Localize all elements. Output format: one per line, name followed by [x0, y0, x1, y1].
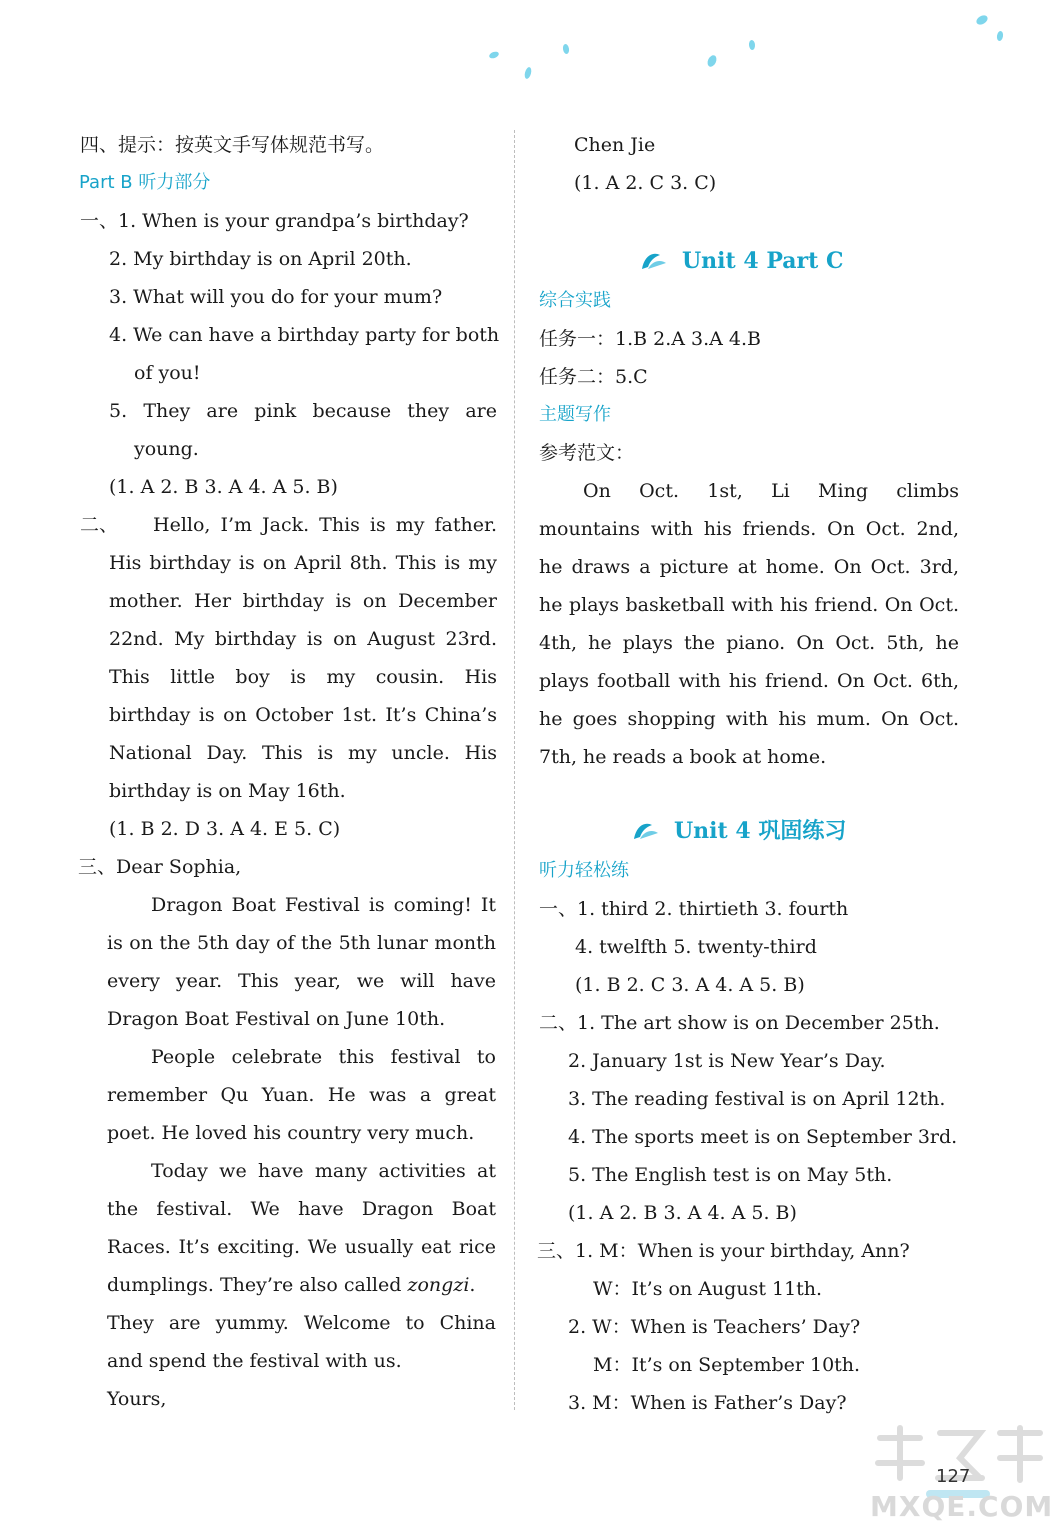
- letter-line: and spend the festival with us.: [107, 1350, 402, 1372]
- review-q2-item3: 3. The reading festival is on April 12th.: [568, 1088, 946, 1110]
- sample-essay-label: 参考范文：: [539, 442, 635, 464]
- review-q2-item2: 2. January 1st is New Year’s Day.: [568, 1050, 886, 1072]
- q1-item1: 一、1. When is your grandpa’s birthday?: [80, 210, 469, 232]
- review-q2-item4: 4. The sports meet is on September 3rd.: [568, 1126, 958, 1148]
- q3-letter-greeting: 三、Dear Sophia,: [78, 856, 242, 878]
- q2-answers: (1. B 2. D 3. A 4. E 5. C): [109, 818, 341, 840]
- unit-4-review-heading: [632, 816, 846, 846]
- unit-title-text: Unit 4 Part C: [682, 248, 844, 274]
- section-comprehensive-practice: 综合实践: [539, 290, 611, 311]
- letter-closing: Yours,: [107, 1388, 167, 1410]
- review-q1-words: 一、1. third 2. thirtieth 3. fourth: [539, 898, 849, 920]
- review-q2-item1: 二、1. The art show is on December 25th.: [539, 1012, 940, 1034]
- letter-line: the festival. We have Dragon Boat: [107, 1198, 496, 1220]
- essay-line: he plays basketball with his friend. On Oct.: [539, 594, 959, 616]
- essay-line: 7th, he reads a book at home.: [539, 746, 827, 768]
- letter-line: every year. This year, we will have: [107, 970, 496, 992]
- q1-item2: 2. My birthday is on April 20th.: [109, 248, 412, 270]
- review-q3-dialog-line: M：It’s on September 10th.: [593, 1354, 861, 1376]
- letter-line: [107, 1272, 475, 1298]
- letter-text: dumplings. They’re also called: [107, 1274, 408, 1296]
- unit-4-part-c-heading: [640, 246, 843, 276]
- q1-answers: (1. A 2. B 3. A 4. A 5. B): [109, 476, 338, 498]
- section-listening-practice: 听力轻松练: [539, 860, 629, 881]
- review-q1-answers: (1. B 2. C 3. A 4. A 5. B): [575, 974, 805, 996]
- letter-line: Today we have many activities at: [151, 1160, 496, 1182]
- review-q2-answers: (1. A 2. B 3. A 4. A 5. B): [568, 1202, 797, 1224]
- unit-title-text: Unit 4 巩固练习: [674, 818, 847, 844]
- section-topic-writing: 主题写作: [539, 404, 611, 425]
- q1-item3: 3. What will you do for your mum?: [109, 286, 443, 308]
- leaf-decoration: [0, 0, 1053, 110]
- review-q3-dialog-line: 三、1. M：When is your birthday, Ann?: [537, 1240, 910, 1262]
- q2-passage-line: His birthday is on April 8th. This is my: [109, 552, 497, 574]
- q2-passage-line: Hello, I’m Jack. This is my father.: [153, 514, 497, 536]
- letter-signature: Chen Jie: [574, 134, 656, 156]
- essay-line: On Oct. 1st, Li Ming climbs: [583, 480, 959, 502]
- review-q3-dialog-line: W：It’s on August 11th.: [593, 1278, 823, 1300]
- essay-line: plays football with his friend. On Oct. 6th,: [539, 670, 959, 692]
- watermark-text: MXQE.COM: [870, 1490, 1053, 1523]
- leaf-icon: [632, 819, 660, 841]
- q3-answers: (1. A 2. C 3. C): [574, 172, 717, 194]
- q2-passage-line: mother. Her birthday is on December: [109, 590, 497, 612]
- letter-line: They are yummy. Welcome to China: [107, 1312, 496, 1334]
- q2-passage-line: birthday is on May 16th.: [109, 780, 346, 802]
- letter-line: remember Qu Yuan. He was a great: [107, 1084, 496, 1106]
- review-q2-item5: 5. The English test is on May 5th.: [568, 1164, 893, 1186]
- q1-item5-cont: young.: [134, 438, 199, 460]
- section-part-b-listening: Part B 听力部分: [79, 172, 211, 193]
- letter-line: is on the 5th day of the 5th lunar month: [107, 932, 496, 954]
- essay-line: mountains with his friends. On Oct. 2nd,: [539, 518, 959, 540]
- q2-passage-line: National Day. This is my uncle. His: [109, 742, 497, 764]
- letter-line: Races. It’s exciting. We usually eat rice: [107, 1236, 496, 1258]
- q2-label: 二、: [80, 514, 119, 536]
- letter-line: Dragon Boat Festival on June 10th.: [107, 1008, 446, 1030]
- essay-line: he draws a picture at home. On Oct. 3rd,: [539, 556, 959, 578]
- letter-line: People celebrate this festival to: [151, 1046, 496, 1068]
- letter-text: .: [469, 1274, 476, 1296]
- q2-passage-line: 22nd. My birthday is on August 23rd.: [109, 628, 497, 650]
- page-number: 127: [936, 1466, 971, 1487]
- zongzi-word: zongzi: [407, 1274, 470, 1296]
- review-q3-dialog-line: 3. M：When is Father’s Day?: [568, 1392, 847, 1414]
- review-q1-words-cont: 4. twelfth 5. twenty-third: [575, 936, 817, 958]
- column-divider: [514, 130, 515, 1410]
- task-2-answers: 任务二：5.C: [539, 366, 648, 388]
- q2-passage-line: This little boy is my cousin. His: [109, 666, 497, 688]
- task-1-answers: 任务一：1.B 2.A 3.A 4.B: [539, 328, 761, 350]
- review-q3-dialog-line: 2. W：When is Teachers’ Day?: [568, 1316, 861, 1338]
- writing-hint: 四、提示：按英文手写体规范书写。: [80, 134, 385, 156]
- essay-line: he goes shopping with his mum. On Oct.: [539, 708, 959, 730]
- letter-line: poet. He loved his country very much.: [107, 1122, 475, 1144]
- q2-passage-line: birthday is on October 1st. It’s China’s: [109, 704, 497, 726]
- q1-item5: 5. They are pink because they are: [109, 400, 497, 422]
- essay-line: 4th, he plays the piano. On Oct. 5th, he: [539, 632, 959, 654]
- leaf-icon: [640, 249, 668, 271]
- q1-item4-cont: of you!: [134, 362, 201, 384]
- letter-line: Dragon Boat Festival is coming! It: [151, 894, 496, 916]
- q1-item4: 4. We can have a birthday party for both: [109, 324, 500, 346]
